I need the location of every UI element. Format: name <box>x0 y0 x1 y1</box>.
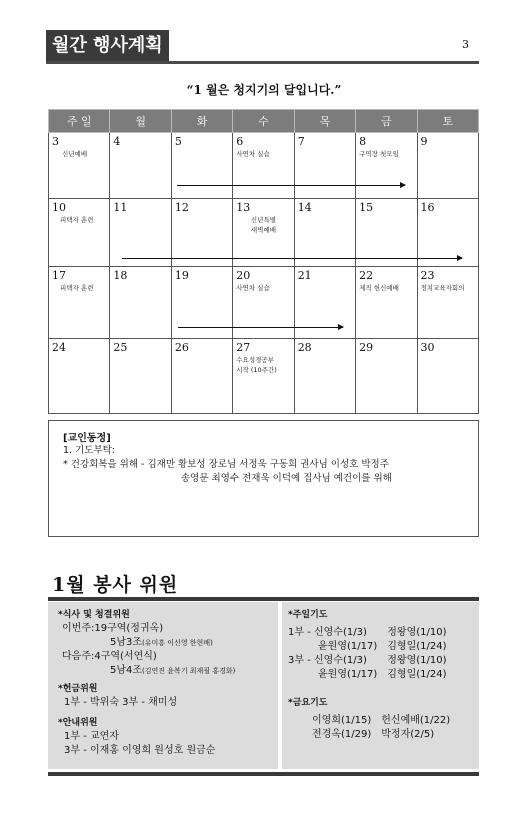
event-label: 사연차 실습 <box>236 284 270 292</box>
duration-arrow <box>122 258 462 259</box>
page-title: 월간 행사계획 <box>46 30 169 62</box>
day-cell <box>110 133 171 199</box>
prayer-request-line: 송영문 최영수 전재욱 이덕예 집사님 예건이를 위해 <box>181 473 392 484</box>
day-cell <box>171 339 232 414</box>
sunday-prayer-list <box>288 626 479 682</box>
day-cell <box>49 133 110 199</box>
prayer-entry: 박정자(2/5) <box>381 729 435 740</box>
day-number: 26 <box>174 341 189 354</box>
day-number: 13 <box>236 201 251 214</box>
friday-prayer-list <box>288 714 479 742</box>
day-number: 17 <box>52 269 66 282</box>
member-news-heading: [교인동정] <box>63 433 111 444</box>
day-cell <box>233 339 294 414</box>
day-number: 11 <box>113 201 128 214</box>
next-week-members: (김연진 윤복기 최재필 홍경화) <box>142 667 236 675</box>
day-number: 20 <box>236 269 251 282</box>
prayer-request-line: * 건강회복을 위해 - 김재만 황보성 장로님 서정욱 구동희 권사님 이성호 박정주 <box>63 459 389 470</box>
event-label: 새벽예배 <box>250 226 277 234</box>
day-cell <box>356 133 417 199</box>
day-cell <box>110 199 171 267</box>
day-cell <box>356 339 417 414</box>
day-number: 23 <box>420 269 435 282</box>
day-cell <box>294 339 355 414</box>
day-number: 24 <box>52 341 66 354</box>
offering-line: 1부 - 박위숙 3부 - 채미성 <box>64 697 178 708</box>
day-cell <box>171 133 232 199</box>
day-cell <box>233 133 294 199</box>
event-label: 피택자 훈련 <box>60 216 94 224</box>
day-cell <box>49 267 110 339</box>
event-label: 신년특별 <box>250 216 277 224</box>
day-cell <box>233 199 294 267</box>
day-cell <box>356 199 417 267</box>
offering-heading: *헌금위원 <box>58 684 98 694</box>
prayer-entry: 3부 - 신영수(1/3) <box>288 655 367 666</box>
prayer-entry: 윤원영(1/17) <box>318 669 378 680</box>
prayer-entry: 1부 - 신영수(1/3) <box>288 627 367 638</box>
weekday-monday: 월 <box>110 110 171 133</box>
weekday-thursday: 목 <box>294 110 355 133</box>
weekday-sunday: 주 일 <box>49 110 110 133</box>
day-number: 18 <box>113 269 128 282</box>
event-label: 피택자 훈련 <box>60 284 94 292</box>
duration-arrow <box>178 327 343 328</box>
day-cell <box>356 267 417 339</box>
page-number: 3 <box>462 38 469 51</box>
meal-cleaning-heading: *식사 및 청결위원 <box>58 610 130 620</box>
day-number: 22 <box>359 269 374 282</box>
day-number: 12 <box>174 201 189 214</box>
event-label: 정치교육자회의 <box>420 284 465 292</box>
day-number: 30 <box>420 341 435 354</box>
usher-line: 1부 - 교연자 <box>64 731 119 742</box>
this-week-members: (유미흥 이신영 한현배) <box>142 639 213 647</box>
title-rule <box>46 61 479 64</box>
day-number: 29 <box>359 341 374 354</box>
sunday-prayer-heading: *주일기도 <box>288 610 328 620</box>
event-label: 수요성경공부 <box>236 356 274 364</box>
monthly-motto: “1 월은 청지기의 달입니다.” <box>186 83 342 97</box>
day-number: 14 <box>297 201 312 214</box>
day-cell <box>417 339 478 414</box>
usher-heading: *안내위원 <box>58 718 98 728</box>
weekday-saturday: 토 <box>417 110 478 133</box>
prayer-entry: 김형일(1/24) <box>387 669 447 680</box>
friday-prayer-heading: *금요기도 <box>288 698 328 708</box>
day-cell <box>171 199 232 267</box>
week-row-4 <box>49 339 479 414</box>
day-number: 9 <box>420 135 428 148</box>
service-committee-title: 1월 봉사 위원 <box>52 574 179 596</box>
weekday-friday: 금 <box>356 110 417 133</box>
day-cell <box>49 199 110 267</box>
weekday-header-row <box>49 110 479 133</box>
weekday-wednesday: 수 <box>233 110 294 133</box>
prayer-entry: 정왕영(1/10) <box>387 655 447 666</box>
prayer-entry: 윤원영(1/17) <box>318 641 378 652</box>
this-week-team: 5남3조 <box>110 637 143 648</box>
service-panel-left <box>48 602 278 769</box>
event-label: 구역장 첫모임 <box>359 150 399 158</box>
prayer-entry: 김형일(1/24) <box>387 641 447 652</box>
prayer-entry: 전경옥(1/29) <box>312 729 372 740</box>
week-row-2 <box>49 199 479 267</box>
prayer-entry: 헌신예배(1/22) <box>381 715 451 726</box>
day-number: 7 <box>297 135 305 148</box>
usher-line: 3부 - 이재홍 이영희 원성호 원금순 <box>64 745 216 756</box>
day-cell <box>417 199 478 267</box>
prayer-request-label: 1. 기도부탁: <box>63 445 115 456</box>
day-number: 10 <box>52 201 66 214</box>
day-number: 4 <box>113 135 121 148</box>
day-cell <box>417 267 478 339</box>
day-number: 16 <box>420 201 435 214</box>
day-cell <box>417 133 478 199</box>
weekday-tuesday: 화 <box>171 110 232 133</box>
day-number: 3 <box>52 135 59 148</box>
event-label: 시작 (10주간) <box>236 366 277 374</box>
day-cell <box>49 339 110 414</box>
day-cell <box>294 133 355 199</box>
day-cell <box>110 339 171 414</box>
next-week-team: 5남4조 <box>110 665 143 676</box>
day-number: 28 <box>297 341 312 354</box>
prayer-entry: 정왕영(1/10) <box>387 627 447 638</box>
event-calendar <box>48 109 479 414</box>
day-cell <box>110 267 171 339</box>
member-news-box <box>48 420 479 537</box>
event-label: 신년예배 <box>62 150 88 158</box>
day-number: 5 <box>174 135 182 148</box>
day-cell <box>294 199 355 267</box>
service-top-rule <box>48 597 479 601</box>
event-label: 제직 헌신예배 <box>359 284 399 292</box>
day-number: 21 <box>297 269 312 282</box>
service-panel-right <box>282 602 479 769</box>
service-bottom-rule <box>48 772 479 776</box>
day-number: 8 <box>359 135 367 148</box>
prayer-entry: 이영희(1/15) <box>312 715 372 726</box>
event-label: 사연차 실습 <box>236 150 270 158</box>
duration-arrow <box>177 185 405 186</box>
day-number: 15 <box>359 201 374 214</box>
day-number: 27 <box>236 341 251 354</box>
this-week-line: 이번주:19구역(정귀옥) <box>62 623 164 634</box>
day-number: 19 <box>174 269 189 282</box>
day-number: 25 <box>113 341 128 354</box>
day-number: 6 <box>236 135 244 148</box>
next-week-line: 다음주:4구역(서연식) <box>62 651 157 662</box>
week-row-1 <box>49 133 479 199</box>
